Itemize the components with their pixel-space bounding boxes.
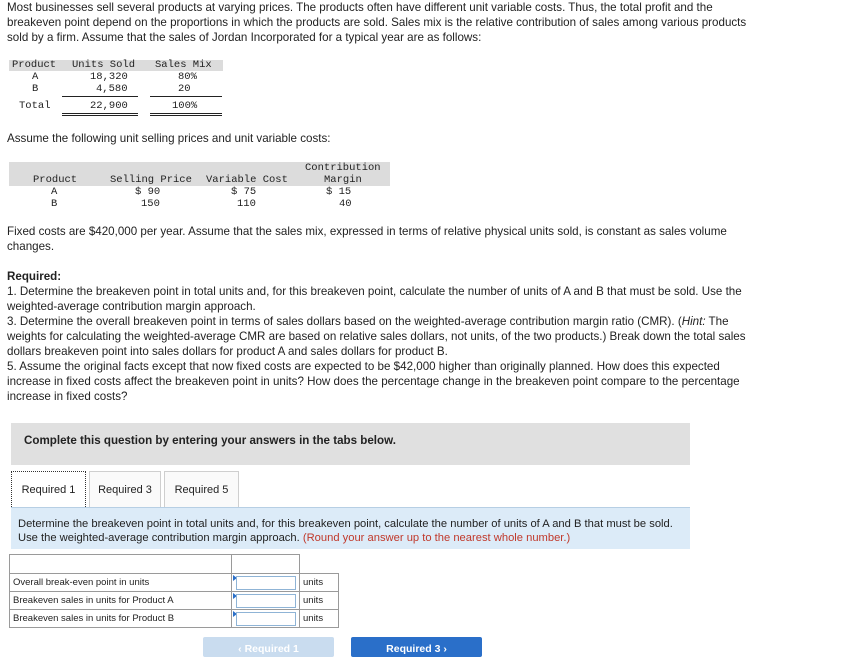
intro-paragraph: Most businesses sell several products at varying prices. The products often have different unit variable costs. Thus, the total profit and the breakeven point depend on the proportions in which the products are sold. Sales mix is the relative contribution of sales among various products sold by a firm. Assume that the sales of Jordan Incorporated for a typical year are as follows: — [7, 1, 747, 44]
sales-total-units: 22,900 — [90, 100, 128, 112]
answer-row-label: Breakeven sales in units for Product B — [9, 609, 232, 628]
price-row-b-selling: 150 — [141, 198, 160, 210]
grid-header-blank — [9, 554, 232, 573]
sales-row-b-product: B — [32, 83, 39, 95]
prev-required-button[interactable]: ‹ Required 1 — [203, 637, 334, 657]
sales-total-rule-4 — [150, 115, 222, 116]
required-item-5: 5. Assume the original facts except that now fixed costs are expected to be $42,000 higher than originally planned. How does this expected increase in fixed costs affect the breakeven point in units? How does the percentage change in the breakeven point compare to the percentage increase in fixed costs? — [7, 360, 740, 403]
tab-required-5[interactable]: Required 5 — [164, 471, 239, 507]
tab-required-3[interactable]: Required 3 — [89, 471, 161, 507]
answer-row-unit: units — [299, 609, 339, 628]
sales-total-rule-2 — [62, 115, 138, 116]
price-header-product: Product — [33, 174, 78, 186]
price-header-variable: Variable Cost — [206, 174, 288, 186]
sales-total-rule-3 — [150, 113, 222, 114]
sales-row-b-units: 4,580 — [96, 83, 128, 95]
price-row-b-variable: 110 — [237, 198, 256, 210]
price-row-a-variable: $ 75 — [231, 186, 257, 198]
sales-row-a-mix: 80% — [178, 71, 197, 83]
tab-required-1[interactable]: Required 1 — [11, 471, 86, 507]
prices-intro: Assume the following unit selling prices and unit variable costs: — [7, 132, 331, 145]
price-row-b-margin: 40 — [339, 198, 352, 210]
grid-header-value — [231, 554, 300, 573]
sales-total-label: Total — [19, 100, 51, 112]
required-item-3-text-a: 3. Determine the overall breakeven point in terms of sales dollars based on the weighted-average contribution margin ratio (CMR). ( — [7, 315, 682, 328]
price-row-a-selling: $ 90 — [135, 186, 161, 198]
sales-total-rule-1 — [62, 113, 138, 114]
sales-header-units: Units Sold — [72, 59, 136, 71]
task-text: Determine the breakeven point in total units and, for this breakeven point, calculate the number of units of A and B that must be sold. Use the weighted-average contribution margin approach. — [18, 518, 673, 544]
required-item-1: 1. Determine the breakeven point in total units and, for this breakeven point, calculate the number of units of A and B that must be sold. Use the weighted-average contribution margin approach. — [7, 285, 742, 313]
answer-row-unit: units — [299, 591, 339, 610]
product-b-breakeven-input[interactable] — [236, 612, 296, 626]
price-row-b-product: B — [51, 198, 58, 210]
price-row-a-margin: $ 15 — [326, 186, 352, 198]
sales-mix-rule — [150, 96, 222, 97]
task-description — [11, 507, 690, 549]
product-a-breakeven-input[interactable] — [236, 594, 296, 608]
sales-row-b-mix: 20 — [178, 83, 191, 95]
required-item-3-hint: Hint: — [681, 315, 706, 328]
sales-row-a-product: A — [32, 71, 39, 83]
sales-header-mix: Sales Mix — [155, 59, 212, 71]
fixed-costs-paragraph: Fixed costs are $420,000 per year. Assume that the sales mix, expressed in terms of relative physical units sold, is constant as sales volume changes. — [7, 225, 727, 253]
price-header-margin: Margin — [324, 174, 362, 186]
sales-total-mix: 100% — [172, 100, 198, 112]
instruction-bar — [11, 423, 690, 465]
answer-cell-3 — [231, 609, 300, 628]
required-item-3-text-b: The weights for calculating the weighted-average CMR are based on relative sales dollars, not units, of the two products.) Break down the total sales dollars breakeven point into sales dollars for product A and sales dollars for product B. — [7, 315, 746, 358]
answer-row-label: Breakeven sales in units for Product A — [9, 591, 232, 610]
price-header-contribution: Contribution — [305, 162, 381, 174]
price-header-selling: Selling Price — [110, 174, 192, 186]
sales-header-product: Product — [12, 59, 57, 71]
next-required-button[interactable]: Required 3 › — [351, 637, 482, 657]
task-note: (Round your answer up to the nearest whole number.) — [302, 532, 571, 544]
sales-row-a-units: 18,320 — [90, 71, 128, 83]
required-heading: Required: — [7, 270, 62, 283]
sales-units-rule — [62, 96, 138, 97]
price-row-a-product: A — [51, 186, 58, 198]
answer-row-label: Overall break-even point in units — [9, 573, 232, 592]
overall-breakeven-input[interactable] — [236, 576, 296, 590]
answer-cell-2 — [231, 591, 300, 610]
answer-cell-1 — [231, 573, 300, 592]
instruction-text: Complete this question by entering your answers in the tabs below. — [24, 434, 396, 447]
answer-row-unit: units — [299, 573, 339, 592]
required-item-3 — [7, 314, 757, 359]
